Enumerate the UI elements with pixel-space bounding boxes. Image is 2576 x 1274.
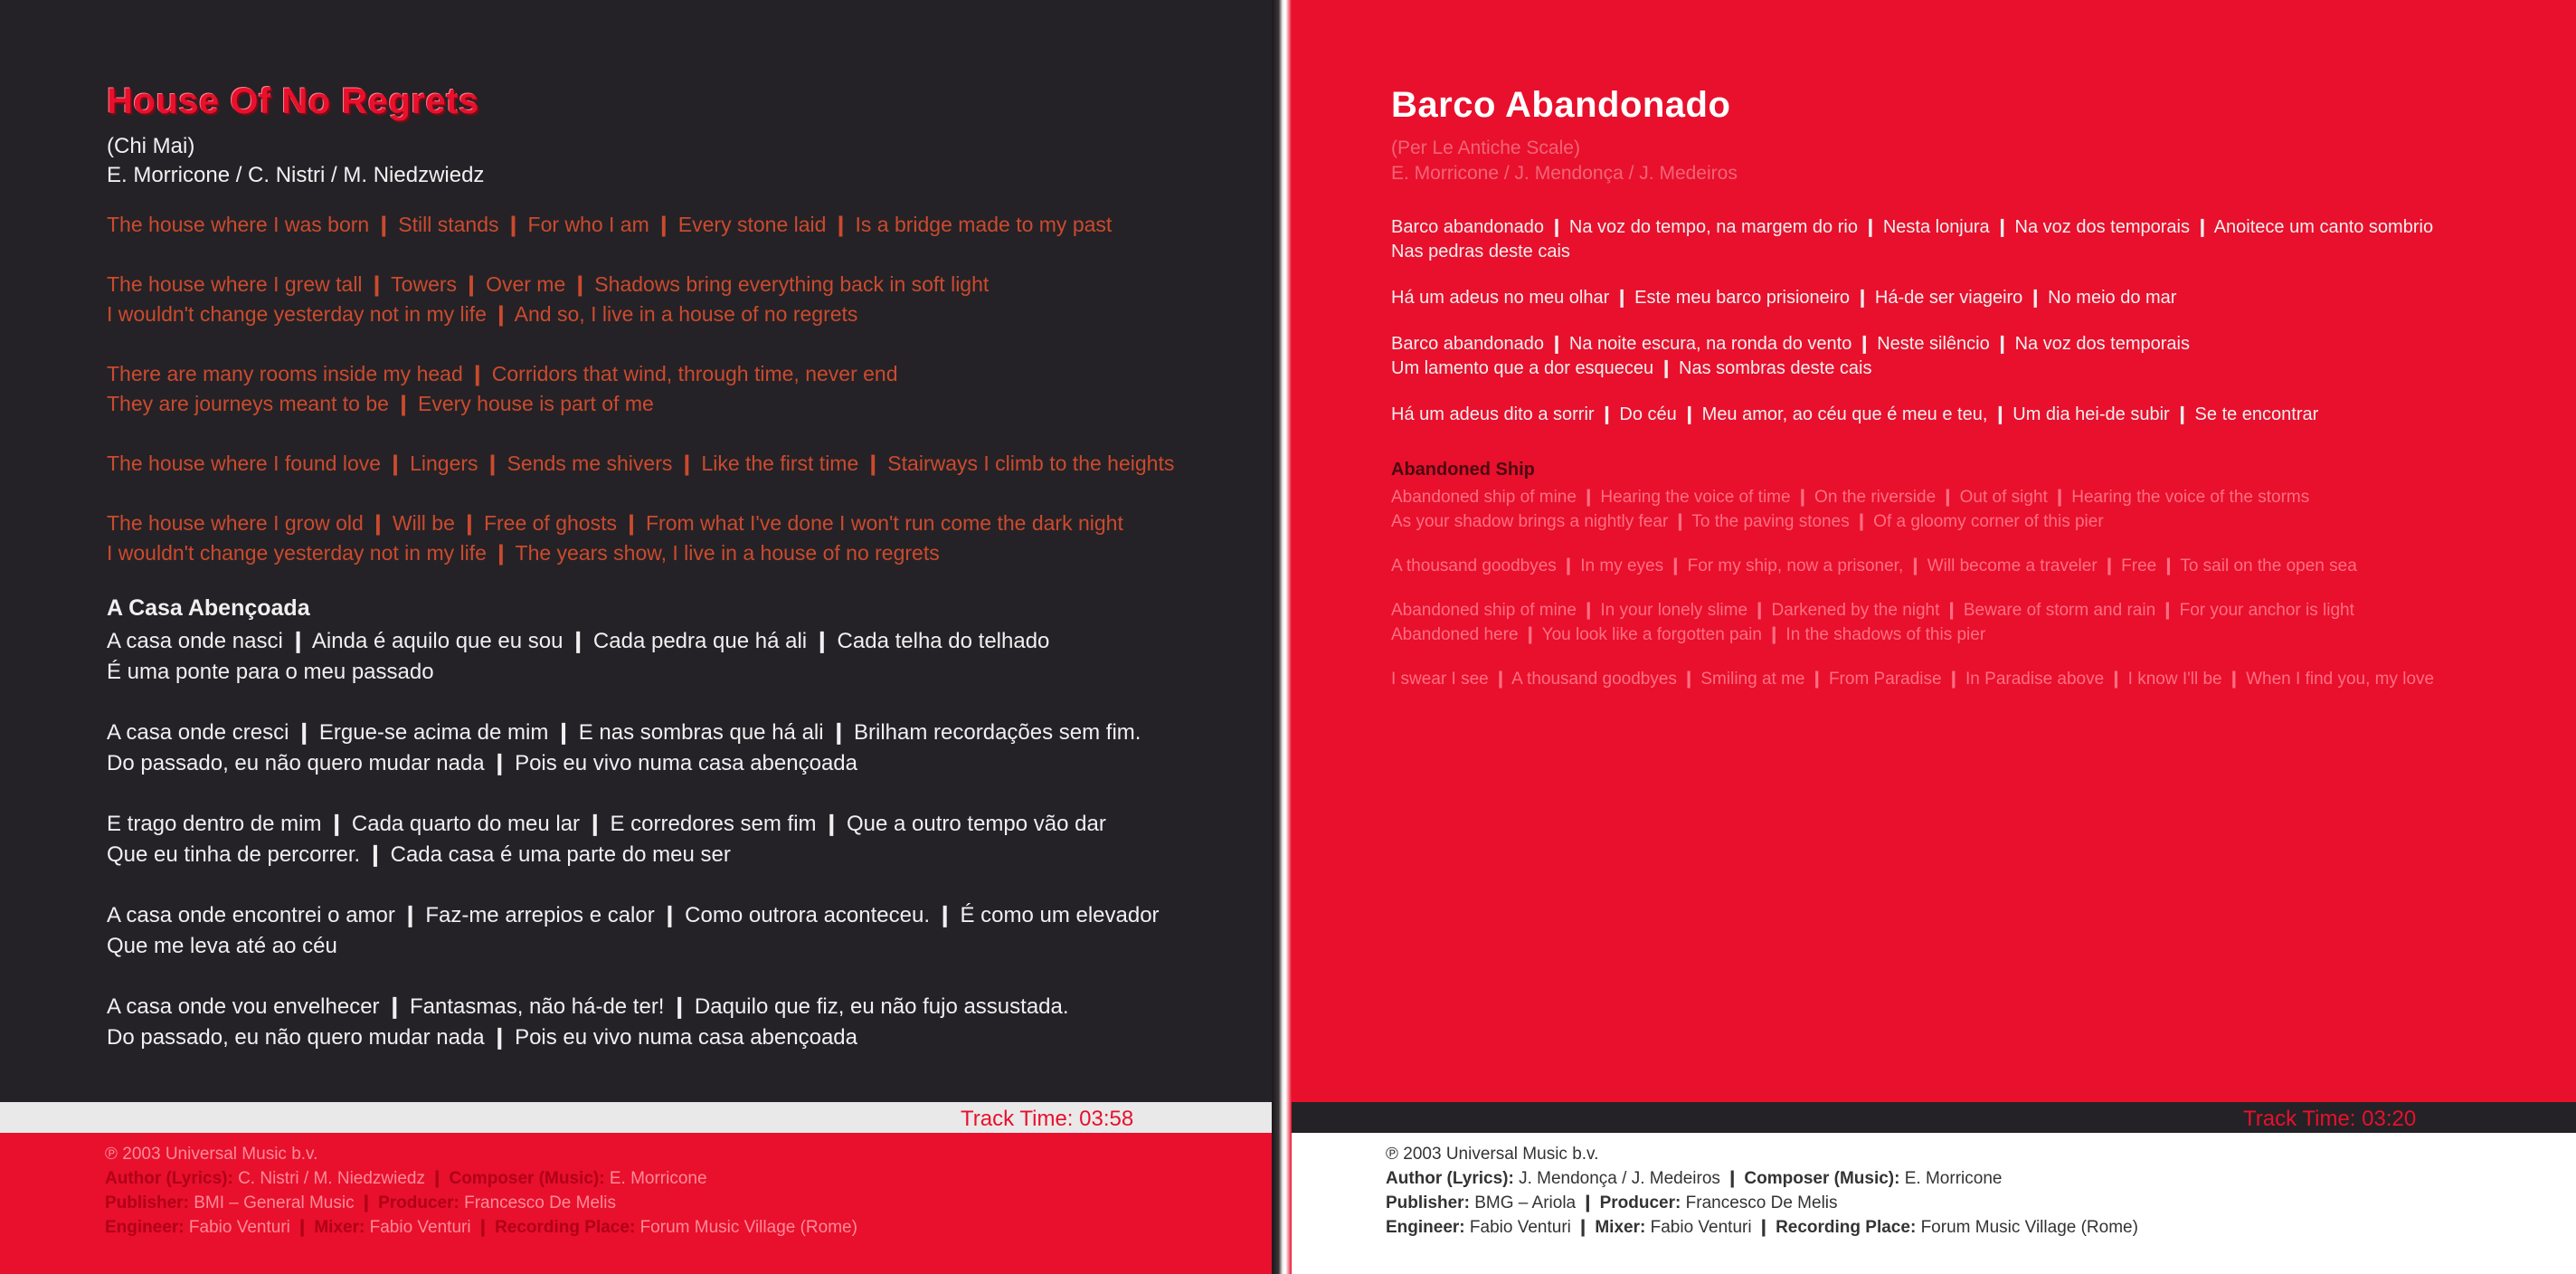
song-authors: E. Morricone / C. Nistri / M. Niedzwiedz [107, 163, 485, 187]
lyric-stanza [1391, 215, 2433, 264]
lyric-stanza [1391, 286, 2433, 310]
lyric-line: E trago dentro de mim ❙ Cada quarto do meu lar ❙ E corredores sem fim ❙ Que a outro tempo vão dar [107, 812, 1106, 836]
lyric-stanza [107, 900, 1160, 962]
lyric-stanza [1391, 667, 2434, 691]
lyric-line: There are many rooms inside my head ❙ Corridors that wind, through time, never end [107, 362, 898, 385]
lyric-line: Há um adeus no meu olhar ❙ Este meu barco prisioneiro ❙ Há-de ser viageiro ❙ No meio do mar [1391, 288, 2177, 308]
copyright: ℗ 2003 Universal Music b.v. [1386, 1145, 1599, 1164]
lyric-line: Um lamento que a dor esqueceu ❙ Nas sombras deste cais [1391, 358, 1872, 378]
lyrics-translation [107, 626, 1160, 1083]
lyric-stanza [1391, 554, 2434, 578]
song-title: Barco Abandonado [1391, 85, 1731, 125]
credit-engineer: Engineer: Fabio Venturi ❙ Mixer: Fabio Venturi ❙ Recording Place: Forum Music Village (Rome) [105, 1218, 857, 1237]
song-title: House Of No Regrets [107, 81, 479, 121]
song-authors: E. Morricone / J. Mendonça / J. Medeiros [1391, 163, 1738, 184]
lyric-line: Barco abandonado ❙ Na noite escura, na ronda do vento ❙ Neste silêncio ❙ Na voz dos temporais [1391, 334, 2190, 354]
lyric-line: As your shadow brings a nightly fear ❙ To the paving stones ❙ Of a gloomy corner of this pier [1391, 512, 2104, 531]
lyric-line: Nas pedras deste cais [1391, 242, 1570, 261]
lyric-stanza [1391, 485, 2434, 534]
lyric-stanza [1391, 403, 2433, 427]
right-credits-panel [1281, 1133, 2576, 1274]
lyric-stanza [107, 210, 1174, 240]
lyric-stanza [107, 509, 1174, 568]
lyric-stanza [107, 449, 1174, 479]
lyric-line: A casa onde cresci ❙ Ergue-se acima de mim ❙ E nas sombras que há ali ❙ Brilham recordações sem fim. [107, 720, 1141, 745]
lyric-line: I wouldn't change yesterday not in my life ❙ And so, I live in a house of no regrets [107, 302, 858, 326]
lyric-line: The house where I found love ❙ Lingers ❙ Sends me shivers ❙ Like the first time ❙ Stairways I climb to the heights [107, 452, 1175, 475]
credit-author: Author (Lyrics): J. Mendonça / J. Medeiros ❙ Composer (Music): E. Morricone [1386, 1169, 2003, 1188]
credit-publisher: Publisher: BMI – General Music ❙ Producer: Francesco De Melis [105, 1193, 616, 1212]
lyric-line: A thousand goodbyes ❙ In my eyes ❙ For my ship, now a prisoner, ❙ Will become a traveler ❙ Free ❙ To sail on the open sea [1391, 556, 2357, 575]
lyric-line: The house where I grow old ❙ Will be ❙ Free of ghosts ❙ From what I've done I won't run come the dark night [107, 511, 1123, 535]
lyric-stanza [107, 718, 1160, 779]
lyric-line: Abandoned ship of mine ❙ Hearing the voice of time ❙ On the riverside ❙ Out of sight ❙ Hearing the voice of the storms [1391, 488, 2310, 507]
credits [1386, 1142, 2138, 1240]
lyric-line: They are journeys meant to be ❙ Every house is part of me [107, 392, 654, 415]
song-meta [107, 132, 484, 190]
translation-title: Abandoned Ship [1391, 460, 1535, 480]
lyric-line: The house where I was born ❙ Still stands ❙ For who I am ❙ Every stone laid ❙ Is a bridge made to my past [107, 213, 1113, 236]
lyrics-english [107, 210, 1174, 598]
lyric-line: I wouldn't change yesterday not in my life ❙ The years show, I live in a house of no regrets [107, 541, 940, 565]
lyric-line: Há um adeus dito a sorrir ❙ Do céu ❙ Meu amor, ao céu que é meu e teu, ❙ Um dia hei-de subir ❙ Se te encontrar [1391, 404, 2319, 424]
lyrics-portuguese [1391, 215, 2433, 449]
lyric-stanza [1391, 332, 2433, 381]
track-time: Track Time: 03:58 [961, 1107, 1134, 1131]
track-time: Track Time: 03:20 [2243, 1107, 2417, 1131]
lyric-line: É uma ponte para o meu passado [107, 660, 434, 684]
left-credits-panel [0, 1133, 1281, 1274]
lyric-line: Que eu tinha de percorrer. ❙ Cada casa é uma parte do meu ser [107, 842, 731, 867]
lyric-line: Barco abandonado ❙ Na voz do tempo, na margem do rio ❙ Nesta lonjura ❙ Na voz dos temporais ❙ Anoitece um canto sombrio [1391, 217, 2434, 237]
lyric-line: A casa onde vou envelhecer ❙ Fantasmas, não há-de ter! ❙ Daquilo que fiz, eu não fujo assustada. [107, 994, 1069, 1019]
lyric-line: A casa onde encontrei o amor ❙ Faz-me arrepios e calor ❙ Como outrora aconteceu. ❙ É como um elevador [107, 903, 1160, 927]
credit-publisher: Publisher: BMG – Ariola ❙ Producer: Francesco De Melis [1386, 1193, 1838, 1212]
lyric-stanza [107, 809, 1160, 870]
right-page [1281, 0, 2576, 1274]
lyric-stanza [107, 270, 1174, 329]
lyric-line: I swear I see ❙ A thousand goodbyes ❙ Smiling at me ❙ From Paradise ❙ In Paradise above ❙ I know I'll be ❙ When I find you, my love [1391, 670, 2435, 689]
lyric-line: Que me leva até ao céu [107, 934, 337, 958]
booklet-spine [1272, 0, 1292, 1274]
credits [105, 1142, 857, 1240]
lyric-line: Do passado, eu não quero mudar nada ❙ Pois eu vivo numa casa abençoada [107, 1025, 857, 1050]
lyric-line: A casa onde nasci ❙ Ainda é aquilo que eu sou ❙ Cada pedra que há ali ❙ Cada telha do telhado [107, 629, 1050, 653]
lyric-stanza [107, 992, 1160, 1053]
credit-author: Author (Lyrics): C. Nistri / M. Niedzwiedz ❙ Composer (Music): E. Morricone [105, 1169, 707, 1188]
lyric-stanza [107, 626, 1160, 688]
lyrics-translation [1391, 485, 2434, 711]
lyric-line: Abandoned ship of mine ❙ In your lonely slime ❙ Darkened by the night ❙ Beware of storm and rain ❙ For your anchor is light [1391, 601, 2354, 620]
left-page [0, 0, 1281, 1274]
lyric-line: Abandoned here ❙ You look like a forgotten pain ❙ In the shadows of this pier [1391, 625, 1986, 644]
credit-engineer: Engineer: Fabio Venturi ❙ Mixer: Fabio Venturi ❙ Recording Place: Forum Music Village (Rome) [1386, 1218, 2138, 1237]
song-subtitle: (Per Le Antiche Scale) [1391, 138, 1580, 158]
lyric-stanza [1391, 598, 2434, 647]
translation-title: A Casa Abençoada [107, 595, 310, 621]
song-meta [1391, 136, 1738, 186]
lyric-line: Do passado, eu não quero mudar nada ❙ Pois eu vivo numa casa abençoada [107, 751, 857, 775]
lyric-stanza [107, 359, 1174, 419]
lyric-line: The house where I grew tall ❙ Towers ❙ Over me ❙ Shadows bring everything back in soft light [107, 272, 990, 296]
song-subtitle: (Chi Mai) [107, 134, 195, 158]
copyright: ℗ 2003 Universal Music b.v. [105, 1145, 318, 1164]
